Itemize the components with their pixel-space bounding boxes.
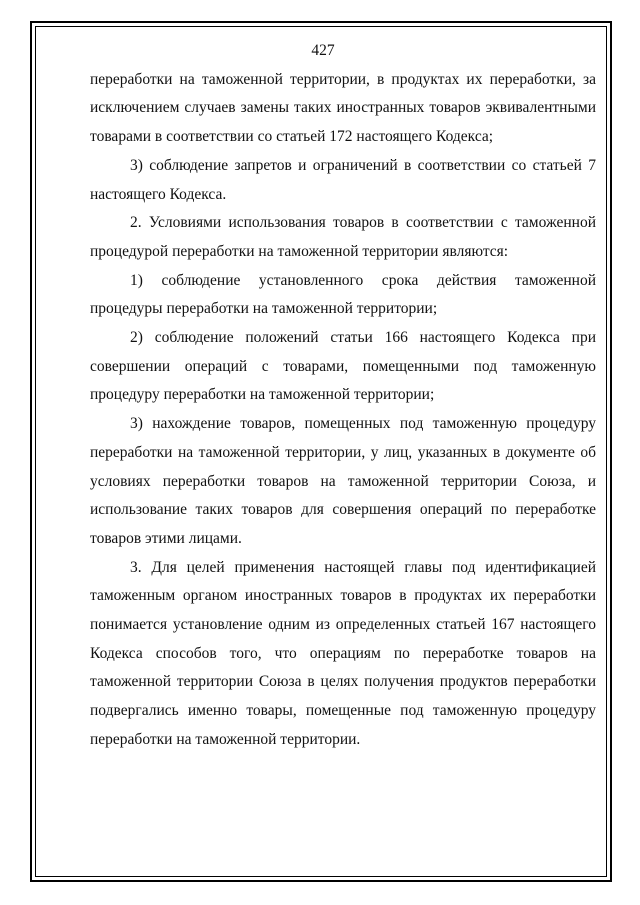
document-body (90, 37, 596, 755)
paragraph-clause-3: 3. Для целей применения настоящей главы под идентификацией таможенным органом иностранных товаров в продуктах их переработки понимается установление одним из определенных статьей 167 настоящего Кодекса способов того, что операциям по переработке товаров на таможенной территории Союза в целях получения продуктов переработки подвергались именно товары, помещенные под таможенную процедуру переработки на таможенной территории. (90, 558, 596, 748)
page-number: 427 (311, 42, 335, 59)
paragraph-item-3-prohibitions: 3) соблюдение запретов и ограничений в соответствии со статьей 7 настоящего Кодекса. (90, 156, 596, 203)
paragraph-clause-2: 2. Условиями использования товаров в соответствии с таможенной процедурой переработки на таможенной территории являются: (90, 214, 596, 260)
paragraph-item-1-term: 1) соблюдение установленного срока действия таможенной процедуры переработки на таможенной территории; (90, 271, 596, 318)
paragraph-continuation: переработки на таможенной территории, в продуктах их переработки, за исключением случаев замены таких иностранных товаров эквивалентными товарами в соответствии со статьей 172 настоящего Кодекса; (90, 70, 596, 146)
paragraph-item-2-article-166: 2) соблюдение положений статьи 166 настоящего Кодекса при совершении операций с товарами, помещенными под таможенную процедуру переработки на таможенной территории; (90, 329, 596, 404)
paragraph-item-3-location: 3) нахождение товаров, помещенных под таможенную процедуру переработки на таможенной территории, у лиц, указанных в документе об условиях переработки товаров на таможенной территории Союза, и использование таких товаров для совершения операций по переработке товаров этими лицами. (90, 415, 596, 547)
